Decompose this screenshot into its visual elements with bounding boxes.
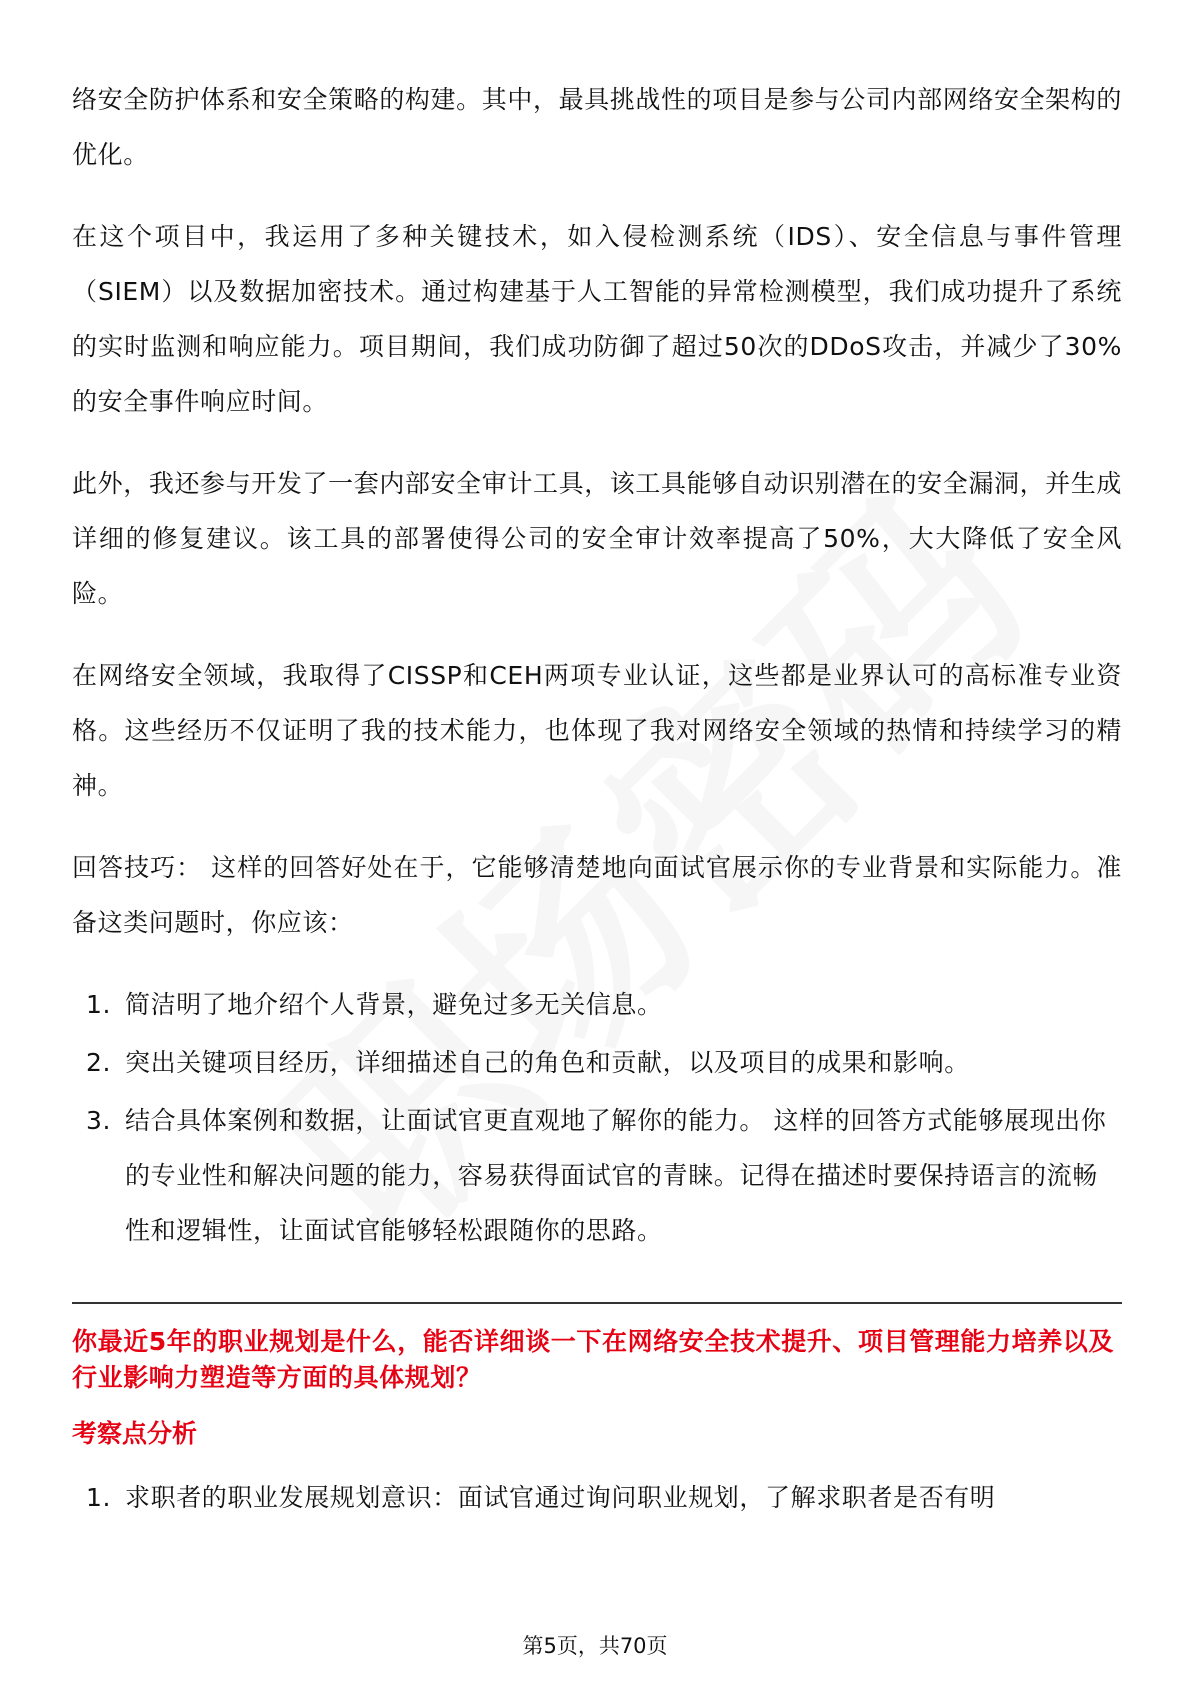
paragraph-answer-tips: 回答技巧： 这样的回答好处在于，它能够清楚地向面试官展示你的专业背景和实际能力。准备这类问题时，你应该：: [72, 853, 1122, 937]
paragraph-certifications: 在网络安全领域，我取得了CISSP和CEH两项专业认证，这些都是业界认可的高标准专业资格。这些经历不仅证明了我的技术能力，也体现了我对网络安全领域的热情和持续学习的精神。: [72, 661, 1122, 800]
list-item-text: 简洁明了地介绍个人背景，避免过多无关信息。: [125, 990, 663, 1019]
list-item-number: 3.: [86, 1106, 112, 1135]
list-item-number: 1.: [86, 990, 112, 1019]
interview-question: 你最近5年的职业规划是什么，能否详细谈一下在网络安全技术提升、项目管理能力培养以及行业影响力塑造等方面的具体规划？: [72, 1327, 1114, 1392]
paragraph-project-technologies: 在这个项目中，我运用了多种关键技术，如入侵检测系统（IDS）、安全信息与事件管理（SIEM）以及数据加密技术。通过构建基于人工智能的异常检测模型，我们成功提升了系统的实时监测和响应能力。项目期间，我们成功防御了超过50次的DDoS攻击，并减少了30%的安全事件响应时间。: [72, 222, 1122, 416]
list-item: [72, 1093, 1122, 1258]
page-number-footer: 第5页，共70页: [522, 1634, 668, 1658]
paragraph-audit-tool: 此外，我还参与开发了一套内部安全审计工具，该工具能够自动识别潜在的安全漏洞，并生成详细的修复建议。该工具的部署使得公司的安全审计效率提高了50%，大大降低了安全风险。: [72, 469, 1122, 608]
analysis-heading: 考察点分析: [72, 1419, 198, 1448]
tips-list: [72, 977, 1122, 1258]
paragraph-intro-continued: 络安全防护体系和安全策略的构建。其中，最具挑战性的项目是参与公司内部网络安全架构的优化。: [72, 85, 1122, 169]
list-item-text: 突出关键项目经历，详细描述自己的角色和贡献，以及项目的成果和影响。: [125, 1048, 970, 1077]
list-item: [72, 1035, 1122, 1090]
list-item: [72, 977, 1122, 1032]
analysis-list: [72, 1470, 1122, 1525]
list-item: [72, 1470, 1122, 1525]
section-divider: [72, 1302, 1122, 1304]
list-item-number: 1.: [86, 1483, 112, 1512]
list-item-text: 结合具体案例和数据，让面试官更直观地了解你的能力。 这样的回答方式能够展现出你的专业性和解决问题的能力，容易获得面试官的青睐。记得在描述时要保持语言的流畅性和逻辑性，让面试官能够轻松跟随你的思路。: [125, 1106, 1107, 1245]
list-item-text: 求职者的职业发展规划意识：面试官通过询问职业规划，了解求职者是否有明: [125, 1483, 996, 1512]
page-content: [72, 72, 1122, 1528]
list-item-number: 2.: [86, 1048, 112, 1077]
